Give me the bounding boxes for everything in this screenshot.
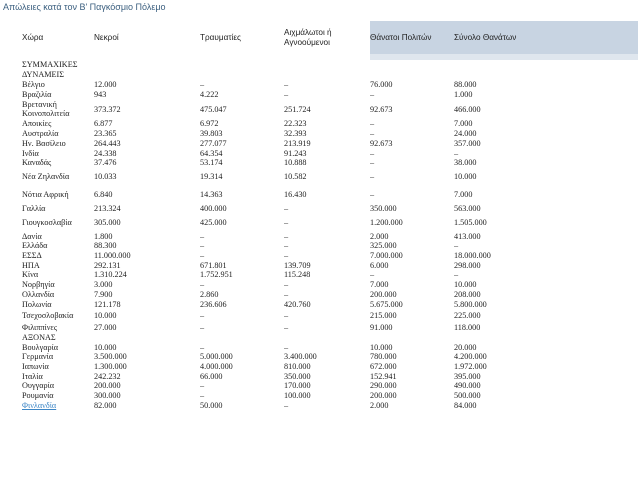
cell-total-deaths: 118.000 <box>454 323 481 333</box>
cell-prisoners: – <box>284 89 289 99</box>
cell-country: ΣΥΜΜΑΧΙΚΕΣ ΔΥΝΑΜΕΙΣ <box>22 60 78 79</box>
cell-civilian-deaths: 200.000 <box>370 289 397 299</box>
cell-civilian-deaths: 672.000 <box>370 362 397 372</box>
cell-country: ΑΞΟΝΑΣ <box>22 332 56 342</box>
cell-dead: 943 <box>94 89 107 99</box>
cell-total-deaths: 10.000 <box>454 172 477 182</box>
cell-prisoners: 91.243 <box>284 148 307 158</box>
cell-country: Βραζιλία <box>22 89 52 99</box>
table-row <box>22 309 638 323</box>
cell-prisoners: – <box>284 289 289 299</box>
cell-prisoners <box>284 60 370 80</box>
cell-civilian-deaths: – <box>370 270 375 280</box>
cell-wounded: – <box>200 323 205 333</box>
cell-total-deaths: 88.000 <box>454 80 477 89</box>
cell-total-deaths: 18.000.000 <box>454 251 491 261</box>
cell-total-deaths: 490.000 <box>454 381 481 391</box>
table-row <box>22 280 638 290</box>
cell-civilian-deaths: 1.200.000 <box>370 217 403 227</box>
table-row <box>22 139 638 149</box>
cell-country: Βρετανική Κοινοπολιτεία <box>22 99 70 119</box>
cell-dead: 10.000 <box>94 311 117 321</box>
cell-civilian-deaths: 76.000 <box>370 80 393 89</box>
cell-total-deaths: 500.000 <box>454 391 481 401</box>
cell-civilian-deaths: – <box>370 148 375 158</box>
cell-wounded <box>200 60 284 80</box>
cell-country: Ολλανδία <box>22 289 55 299</box>
cell-prisoners: 3.400.000 <box>284 352 317 362</box>
cell-dead: 10.033 <box>94 172 117 182</box>
cell-total-deaths <box>454 60 638 80</box>
cell-civilian-deaths: 290.000 <box>370 381 397 391</box>
header-dead: Νεκροί <box>94 21 200 54</box>
cell-country: Πολωνία <box>22 299 52 309</box>
cell-country: Αποικίες <box>22 119 52 129</box>
cell-wounded: – <box>200 342 205 352</box>
cell-country: Κίνα <box>22 270 39 280</box>
cell-civilian-deaths: 7.000.000 <box>370 251 403 261</box>
cell-dead: 373.372 <box>94 104 121 114</box>
cell-wounded: – <box>200 241 205 251</box>
table-row <box>22 362 638 372</box>
cell-wounded: 66.000 <box>200 371 223 381</box>
cell-total-deaths: 20.000 <box>454 342 477 352</box>
cell-country: Ην. Βασίλειο <box>22 138 66 148</box>
cell-dead: 3.000 <box>94 280 113 290</box>
cell-wounded: 2.860 <box>200 289 219 299</box>
page-title: Απώλειες κατά τον Β' Παγκόσμιο Πόλεμο <box>3 2 166 12</box>
cell-wounded: 14.363 <box>200 190 223 200</box>
cell-wounded: 4.222 <box>200 89 219 99</box>
cell-country: Τσεχοσλοβακία <box>22 311 74 321</box>
table-row <box>22 60 638 80</box>
cell-country: Αυστραλία <box>22 129 59 139</box>
cell-prisoners <box>284 333 370 343</box>
table-row <box>22 401 638 411</box>
cell-country: Νότια Αφρική <box>22 190 69 200</box>
cell-civilian-deaths <box>370 333 454 343</box>
cell-wounded: 64.354 <box>200 148 223 158</box>
cell-dead: 12.000 <box>94 80 117 89</box>
cell-dead: 1.800 <box>94 231 113 241</box>
cell-dead: 292.131 <box>94 260 121 270</box>
cell-civilian-deaths: 92.673 <box>370 138 393 148</box>
cell-total-deaths: 357.000 <box>454 138 481 148</box>
cell-country: Γιουγκοσλαβία <box>22 217 72 227</box>
cell-wounded: 277.077 <box>200 138 227 148</box>
cell-wounded: – <box>200 80 205 89</box>
table-row <box>22 232 638 242</box>
cell-prisoners: 10.888 <box>284 158 307 168</box>
cell-wounded: 5.000.000 <box>200 352 233 362</box>
cell-dead <box>94 60 200 80</box>
cell-total-deaths: – <box>454 241 459 251</box>
cell-prisoners: – <box>284 80 289 89</box>
cell-prisoners: 10.582 <box>284 172 307 182</box>
cell-country: Φιλιππίνες <box>22 323 58 333</box>
table-row <box>22 129 638 139</box>
cell-wounded: 39.803 <box>200 129 223 139</box>
cell-civilian-deaths: 2.000 <box>370 400 389 410</box>
cell-dead: 37.476 <box>94 158 117 168</box>
cell-prisoners: 170.000 <box>284 381 311 391</box>
cell-dead: 82.000 <box>94 400 117 410</box>
cell-wounded: 236.606 <box>200 299 227 309</box>
cell-total-deaths: 1.972.000 <box>454 362 487 372</box>
header-prisoners: Αιχμάλωτοι ή Αγνοούμενοι <box>284 21 370 54</box>
cell-country <box>22 401 94 411</box>
cell-dead: 3.500.000 <box>94 352 127 362</box>
cell-total-deaths: 413.000 <box>454 231 481 241</box>
table-row <box>22 391 638 401</box>
header-civilian-deaths: Θάνατοι Πολιτών <box>370 21 454 54</box>
cell-dead <box>94 333 200 343</box>
cell-civilian-deaths: 6.000 <box>370 260 389 270</box>
cell-wounded <box>200 333 284 343</box>
cell-prisoners: – <box>284 203 289 213</box>
cell-wounded: – <box>200 231 205 241</box>
cell-dead: 305.000 <box>94 217 121 227</box>
cell-dead: 1.310.224 <box>94 270 127 280</box>
cell-civilian-deaths: 10.000 <box>370 342 393 352</box>
table-header-row <box>22 21 638 54</box>
cell-civilian-deaths: – <box>370 119 375 129</box>
cell-total-deaths: – <box>454 148 459 158</box>
cell-total-deaths: 225.000 <box>454 311 481 321</box>
cell-total-deaths: 38.000 <box>454 158 477 168</box>
cell-country: Νέα Ζηλανδία <box>22 172 70 182</box>
cell-total-deaths: 208.000 <box>454 289 481 299</box>
cell-wounded: 4.000.000 <box>200 362 233 372</box>
cell-dead: 1.300.000 <box>94 362 127 372</box>
cell-country: ΕΣΣΔ <box>22 251 42 261</box>
cell-wounded: – <box>200 251 205 261</box>
table-row <box>22 343 638 353</box>
cell-prisoners: – <box>284 400 289 410</box>
cell-total-deaths: 7.000 <box>454 190 473 200</box>
cell-dead: 88.300 <box>94 241 117 251</box>
cell-civilian-deaths: – <box>370 172 375 182</box>
cell-dead: 10.000 <box>94 342 117 352</box>
table-row <box>22 251 638 261</box>
cell-prisoners: 16.430 <box>284 190 307 200</box>
table-row <box>22 261 638 271</box>
table-row <box>22 158 638 168</box>
cell-total-deaths: 7.000 <box>454 119 473 129</box>
cell-country: Ιαπωνία <box>22 362 49 372</box>
header-total-deaths: Σύνολο Θανάτων <box>454 21 638 54</box>
cell-dead: 27.000 <box>94 323 117 333</box>
cell-prisoners: – <box>284 217 289 227</box>
table-row <box>22 204 638 214</box>
cell-wounded: – <box>200 391 205 401</box>
cell-dead: 7.900 <box>94 289 113 299</box>
header-country: Χώρα <box>22 21 94 54</box>
cell-dead: 6.840 <box>94 190 113 200</box>
table-row <box>22 80 638 90</box>
cell-country: Δανία <box>22 231 42 241</box>
cell-country: Ρουμανία <box>22 391 54 401</box>
cell-wounded: 425.000 <box>200 217 227 227</box>
cell-prisoners: – <box>284 241 289 251</box>
cell-wounded: 1.752.951 <box>200 270 233 280</box>
cell-prisoners: – <box>284 231 289 241</box>
table-row <box>22 119 638 129</box>
cell-wounded: 19.314 <box>200 172 223 182</box>
cell-prisoners: 251.724 <box>284 104 311 114</box>
cell-total-deaths: 10.000 <box>454 280 477 290</box>
cell-total-deaths: 4.200.000 <box>454 352 487 362</box>
table-row <box>22 290 638 300</box>
cell-wounded: 6.972 <box>200 119 219 129</box>
cell-civilian-deaths: – <box>370 190 375 200</box>
cell-dead: 213.324 <box>94 203 121 213</box>
cell-wounded: – <box>200 311 205 321</box>
cell-dead: 6.877 <box>94 119 113 129</box>
table-row <box>22 186 638 204</box>
cell-country: Καναδάς <box>22 158 52 168</box>
cell-total-deaths: 5.800.000 <box>454 299 487 309</box>
cell-total-deaths: 1.505.000 <box>454 217 487 227</box>
table-row <box>22 241 638 251</box>
cell-dead: 23.365 <box>94 129 117 139</box>
cell-prisoners: – <box>284 251 289 261</box>
cell-prisoners: 139.709 <box>284 260 311 270</box>
cell-country: Ουγγαρία <box>22 381 55 391</box>
cell-wounded: 671.801 <box>200 260 227 270</box>
cell-prisoners: 115.248 <box>284 270 311 280</box>
table-row <box>22 149 638 159</box>
cell-wounded: 475.047 <box>200 104 227 114</box>
cell-prisoners: 213.919 <box>284 138 311 148</box>
cell-civilian-deaths: – <box>370 89 375 99</box>
cell-civilian-deaths: 200.000 <box>370 391 397 401</box>
cell-total-deaths: 24.000 <box>454 129 477 139</box>
table-row <box>22 168 638 186</box>
table-row <box>22 99 638 119</box>
header-wounded: Τραυματίες <box>200 21 284 54</box>
cell-country: Ελλάδα <box>22 241 48 251</box>
cell-total-deaths: 1.000 <box>454 89 473 99</box>
cell-country: Ιταλία <box>22 371 43 381</box>
cell-total-deaths: 298.000 <box>454 260 481 270</box>
cell-country: Γερμανία <box>22 352 54 362</box>
cell-civilian-deaths: 325.000 <box>370 241 397 251</box>
cell-dead: 121.178 <box>94 299 121 309</box>
table-row <box>22 90 638 100</box>
cell-country: Ινδία <box>22 148 39 158</box>
cell-wounded: – <box>200 381 205 391</box>
cell-wounded: 50.000 <box>200 400 223 410</box>
cell-country: Νορβηγία <box>22 280 55 290</box>
cell-civilian-deaths: 92.673 <box>370 104 393 114</box>
table-row <box>22 333 638 343</box>
cell-country: ΗΠΑ <box>22 260 40 270</box>
cell-prisoners: – <box>284 323 289 333</box>
cell-civilian-deaths: 152.941 <box>370 371 397 381</box>
cell-country: Βέλγιο <box>22 80 45 89</box>
cell-total-deaths: 466.000 <box>454 104 481 114</box>
country-link-finland[interactable]: Φινλανδία <box>22 400 57 410</box>
cell-civilian-deaths: 5.675.000 <box>370 299 403 309</box>
table-row <box>22 372 638 382</box>
cell-prisoners: 32.393 <box>284 129 307 139</box>
cell-civilian-deaths: – <box>370 129 375 139</box>
cell-prisoners: 810.000 <box>284 362 311 372</box>
cell-country: Γαλλία <box>22 203 46 213</box>
cell-civilian-deaths: 2.000 <box>370 231 389 241</box>
cell-total-deaths: 395.000 <box>454 371 481 381</box>
cell-prisoners: 350.000 <box>284 371 311 381</box>
cell-wounded: 400.000 <box>200 203 227 213</box>
cell-civilian-deaths: 350.000 <box>370 203 397 213</box>
cell-dead: 24.338 <box>94 148 117 158</box>
cell-total-deaths: – <box>454 270 459 280</box>
cell-prisoners: 100.000 <box>284 391 311 401</box>
cell-dead: 11.000.000 <box>94 251 131 261</box>
cell-total-deaths: 84.000 <box>454 400 477 410</box>
cell-prisoners: – <box>284 311 289 321</box>
table-row <box>22 300 638 310</box>
cell-civilian-deaths: 91.000 <box>370 323 393 333</box>
cell-prisoners: 22.323 <box>284 119 307 129</box>
cell-prisoners: 420.760 <box>284 299 311 309</box>
table-row <box>22 270 638 280</box>
cell-civilian-deaths: 7.000 <box>370 280 389 290</box>
cell-total-deaths <box>454 333 638 343</box>
cell-civilian-deaths: 780.000 <box>370 352 397 362</box>
cell-dead: 242.232 <box>94 371 121 381</box>
cell-dead: 200.000 <box>94 381 121 391</box>
cell-prisoners: – <box>284 280 289 290</box>
table-row <box>22 214 638 232</box>
cell-total-deaths: 563.000 <box>454 203 481 213</box>
cell-country: Βουλγαρία <box>22 342 59 352</box>
cell-wounded: 53.174 <box>200 158 223 168</box>
casualties-table <box>22 21 638 411</box>
cell-prisoners: – <box>284 342 289 352</box>
table-row <box>22 323 638 333</box>
cell-civilian-deaths: – <box>370 158 375 168</box>
cell-dead: 300.000 <box>94 391 121 401</box>
table-row <box>22 381 638 391</box>
cell-civilian-deaths: 215.000 <box>370 311 397 321</box>
cell-wounded: – <box>200 280 205 290</box>
table-row <box>22 352 638 362</box>
cell-dead: 264.443 <box>94 138 121 148</box>
cell-civilian-deaths <box>370 60 454 80</box>
